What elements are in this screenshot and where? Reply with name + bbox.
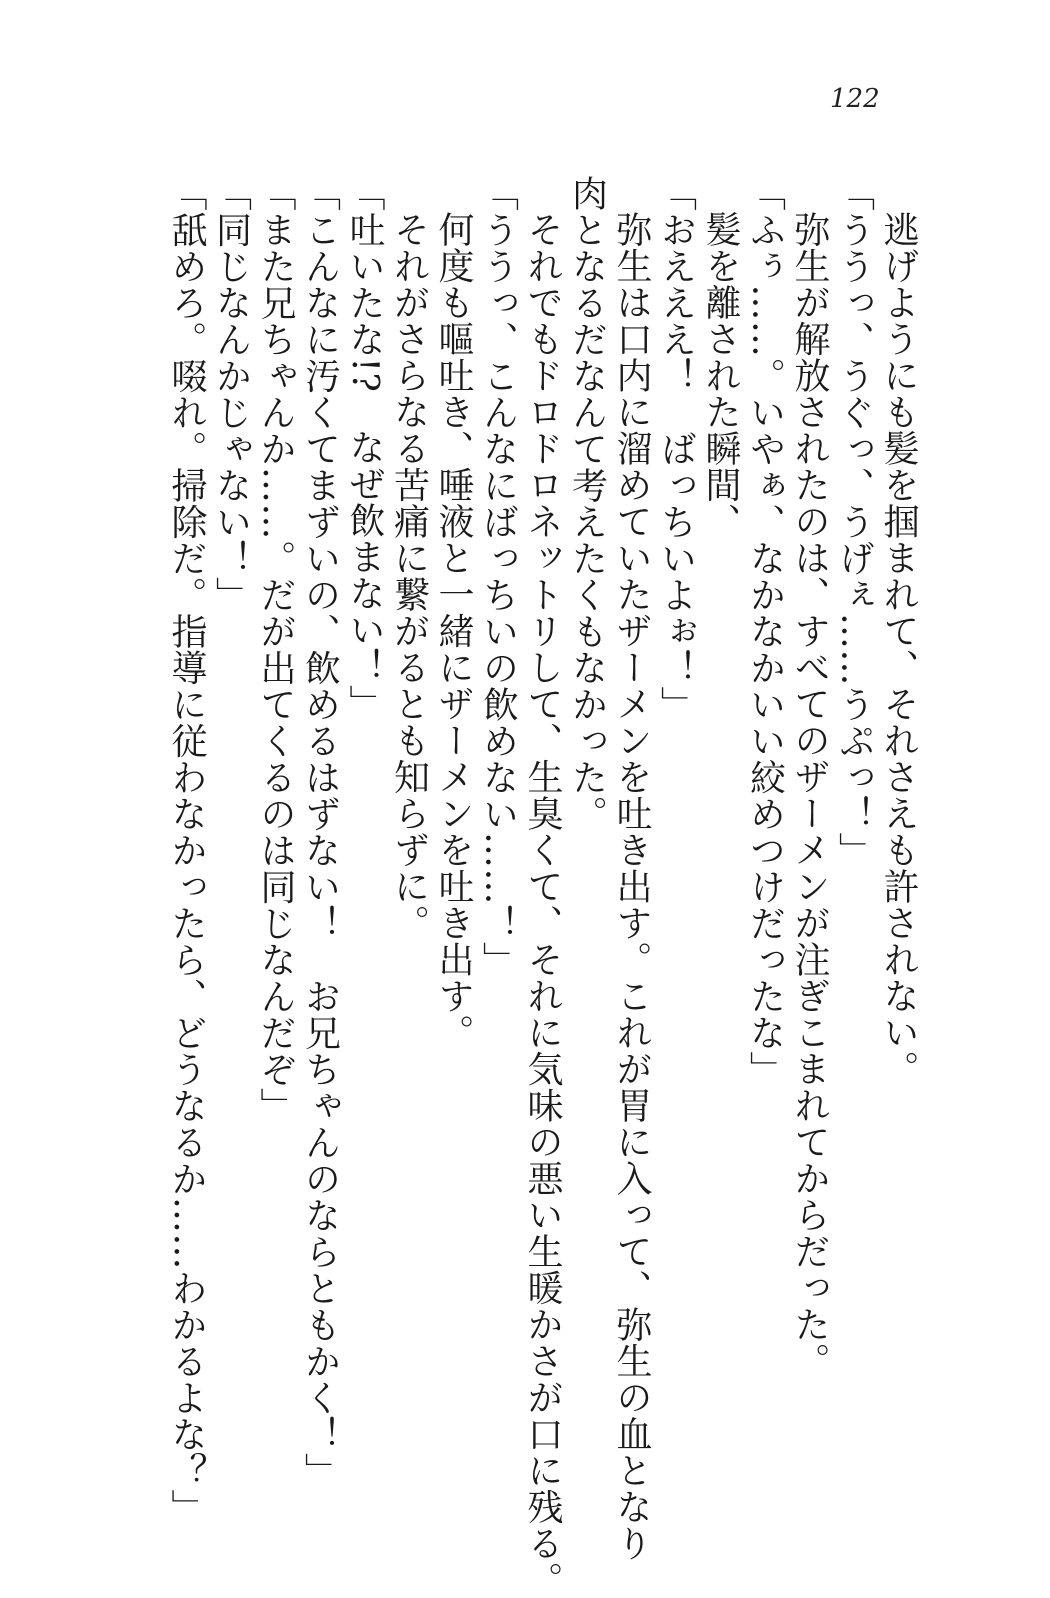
body-text	[164, 175, 921, 1598]
text-line: 弥生が解放されたのは、すべてのザーメンが注ぎこまれてからだった。	[789, 211, 830, 1379]
text-line: 髪を離された瞬間、	[700, 211, 741, 540]
text-line: 「おえええ！ ばっちいよぉ！」	[655, 175, 697, 723]
text-line: 「ふぅ……。いやぁ、なかなかいい絞めつけだったな」	[744, 175, 786, 1088]
text-line: 逃げようにも髪を掴まれて、それさえも許されない。	[878, 211, 919, 1087]
text-line: 「ううっ、うぐっ、うげぇ……うぷっ！」	[833, 175, 875, 869]
text-line: それでもドロドロネットリして、生臭くて、それに気味の悪い生暖かさが口に残る。	[522, 211, 563, 1598]
text-line: 「同じなんかじゃない！」	[210, 175, 252, 613]
text-line: 弥生は口内に溜めていたザーメンを吐き出す。これが胃に入って、弥生の血となり	[611, 211, 652, 1562]
text-line: それがさらなる苦痛に繋がるとも知らずに。	[388, 211, 430, 941]
page-number: 122	[830, 84, 880, 114]
text-line: 「舐めろ。啜れ。掃除だ。指導に従わなかったら、どうなるか……わかるよな？」	[166, 175, 207, 1526]
text-line: 肉となるだなんて考えたくもなかった。	[566, 175, 608, 832]
text-line: 「また兄ちゃんか……。だが出てくるのは同じなんだぞ」	[255, 175, 296, 1124]
text-line: 「吐いたな!? なぜ飲まない！」	[344, 175, 385, 721]
text-line: 「ううっ、こんなにばっちいの飲めない……！」	[477, 175, 519, 978]
text-line: 「こんなに汚くてまずいの、飲めるはずない！ お兄ちゃんのならともかく！」	[299, 175, 341, 1489]
text-line: 何度も嘔吐き、唾液と一緒にザーメンを吐き出す。	[433, 211, 474, 1051]
